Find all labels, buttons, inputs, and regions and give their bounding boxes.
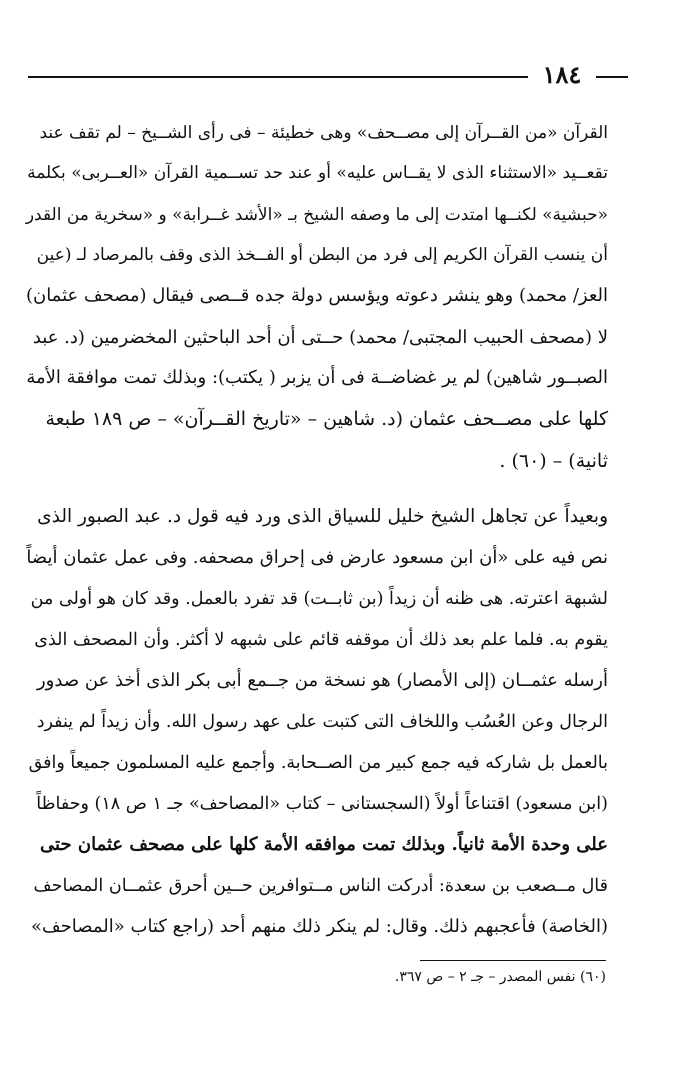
text-line: يقوم به. فلما علم بعد ذلك أن موقفه قائم على شبهه لا أكثر. وأن المصحف الذى xyxy=(34,630,608,650)
text-line: قال مــصعب بن سعدة: أدركت الناس مــتوافرين حــين أحرق عثمــان المصاحف xyxy=(33,876,608,896)
page-header xyxy=(28,58,628,94)
text-line: الصبــور شاهين) لم ير غضاضــة فى أن يزبر ( يكتب): وبذلك تمت موافقة الأمة xyxy=(26,367,608,388)
footnote-rule xyxy=(420,960,606,961)
text-line: أرسله عثمــان (إلى الأمصار) هو نسخة من جــمع أبى بكر الذى أخذ عن صدور xyxy=(36,670,608,691)
text-line: تقعــيد «الاستثناء الذى لا يقــاس عليه» أو عند حد تســمية القرآن «العــربى» بكلمة xyxy=(27,163,608,183)
text-line: أن ينسب القرآن الكريم إلى فرد من البطن أو الفــخذ الذى وقف بالمرصاد لـ (عين xyxy=(36,245,608,265)
header-rule xyxy=(28,76,528,78)
text-line: على وحدة الأمة ثانياً. وبذلك تمت موافقه الأمة كلها على مصحف عثمان حتى xyxy=(40,834,608,855)
text-line: لا (مصحف الحبيب المجتبى/ محمد) حــتى أن أحد الباحثين المخضرمين (د. عبد xyxy=(32,327,608,348)
text-line: ثانية) – (٦٠) . xyxy=(499,450,608,472)
text-line: (ابن مسعود) اقتناعاً أولاً (السجستانى – كتاب «المصاحف» جـ ١ ص ١٨) وحفاظاً xyxy=(36,794,608,814)
text-line: القرآن «من القــرآن إلى مصــحف» وهى خطيئة – فى رأى الشــيخ – لم تقف عند xyxy=(39,123,608,143)
page-number: ١٨٤ xyxy=(542,60,582,89)
text-line: وبعيداً عن تجاهل الشيخ خليل للسياق الذى ورد فيه قول د. عبد الصبور الذى xyxy=(37,506,608,527)
text-line: نص فيه على «أن ابن مسعود عارض فى إحراق مصحفه. وفى عمل عثمان أيضاً xyxy=(26,547,608,568)
text-line: الرجال وعن العُسُب واللخاف التى كتبت على عهد رسول الله. وأن زيداً لم ينفرد xyxy=(36,712,608,732)
footnote: (٦٠) نفس المصدر – جـ ٢ – ص ٣٦٧. xyxy=(394,969,606,985)
text-line: لشبهة اعترته. هى ظنه أن زيداً (بن ثابــت) قد تفرد بالعمل. وقد كان هو أولى من xyxy=(30,589,608,609)
text-line: «حبشية» لكنــها امتدت إلى ما وصفه الشيخ بـ «الأشد غــرابة» و «سخرية من القدر xyxy=(25,205,608,225)
text-line: العز/ محمد) وهو ينشر دعوته ويؤسس دولة جده قــصى فيقال (مصحف عثمان) xyxy=(25,285,608,306)
text-line: بالعمل بل شاركه فيه جمع كبير من الصــحابة. وأجمع عليه المسلمون جميعاً وافق xyxy=(28,753,608,773)
header-rule-short xyxy=(596,76,628,78)
text-line: (الخاصة) فأعجبهم ذلك. وقال: لم ينكر ذلك منهم أحد (راجع كتاب «المصاحف» xyxy=(31,916,608,937)
text-line: كلها على مصــحف عثمان (د. شاهين – «تاريخ القــرآن» – ص ١٨٩ طبعة xyxy=(45,408,608,430)
